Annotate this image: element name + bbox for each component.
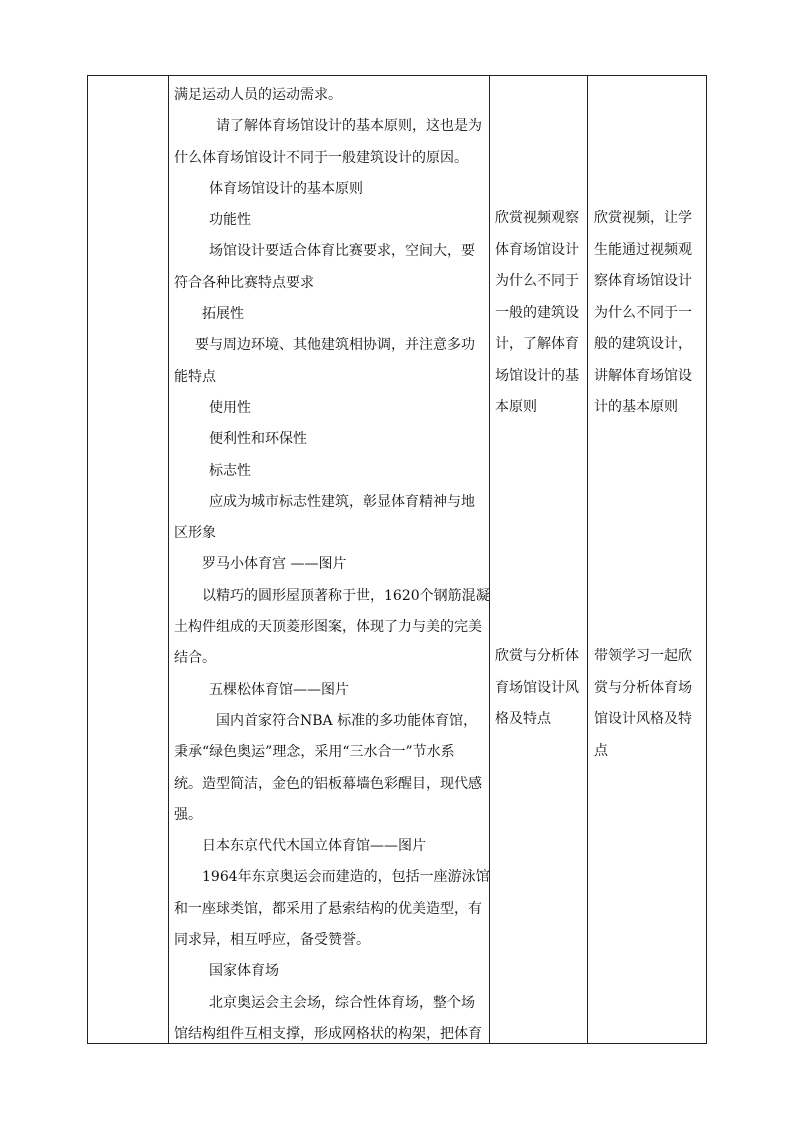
content-line: 以精巧的圆形屋顶著称于世，1620个钢筋混凝 bbox=[202, 587, 490, 604]
content-line: 应成为城市标志性建筑，彰显体育精神与地 bbox=[209, 493, 475, 510]
activity-line: 为什么不同于 bbox=[495, 273, 579, 289]
teaching-content-cell bbox=[174, 80, 492, 1050]
activity-line: 体育场馆设计 bbox=[495, 241, 579, 258]
activity-line: 计的基本原则 bbox=[594, 399, 678, 415]
activity-line: 般的建筑设计， bbox=[594, 336, 692, 352]
content-line: 土构件组成的天顶菱形图案，体现了力与美的完美 bbox=[174, 619, 482, 636]
activity-line: 欣赏视频，让学 bbox=[594, 210, 692, 226]
content-line: 国内首家符合NBA 标准的多功能体育馆， bbox=[216, 712, 478, 729]
teacher-activity-cell-2 bbox=[594, 641, 706, 767]
activity-line: 带领学习一起欣 bbox=[594, 648, 692, 664]
teacher-activity-cell-1 bbox=[594, 203, 706, 424]
content-line: 使用性 bbox=[209, 399, 251, 416]
content-line: 罗马小体育宫 ——图片 bbox=[202, 556, 347, 573]
content-line: 馆结构组件互相支撑，形成网格状的构架，把体育 bbox=[174, 1025, 482, 1042]
content-line: 请了解体育场馆设计的基本原则，这也是为 bbox=[216, 118, 482, 135]
column-divider bbox=[168, 76, 169, 1043]
activity-line: 欣赏视频观察 bbox=[495, 210, 579, 226]
activity-line: 育场馆设计风 bbox=[495, 679, 579, 696]
content-line: 强。 bbox=[174, 806, 202, 823]
activity-line: 场馆设计的基 bbox=[495, 367, 579, 384]
activity-line: 为什么不同于一 bbox=[594, 304, 692, 321]
content-line: 日本东京代代木国立体育馆——图片 bbox=[202, 838, 426, 855]
activity-line: 生能通过视频观 bbox=[594, 241, 692, 258]
activity-line: 计，了解体育 bbox=[495, 336, 579, 352]
content-line: 北京奥运会主会场，综合性体育场，整个场 bbox=[209, 994, 475, 1011]
content-line: 区形象 bbox=[174, 525, 216, 542]
content-line: 五棵松体育馆——图片 bbox=[209, 681, 349, 698]
activity-line: 讲解体育场馆设 bbox=[594, 367, 692, 384]
content-line: 能特点 bbox=[174, 368, 216, 385]
activity-line: 格及特点 bbox=[495, 711, 551, 727]
content-line: 结合。 bbox=[174, 650, 216, 667]
content-line: 标志性 bbox=[209, 462, 251, 479]
student-activity-cell-1 bbox=[495, 203, 587, 424]
content-line: 1964年东京奥运会而建造的，包括一座游泳馆 bbox=[202, 869, 490, 886]
content-line: 要与周边环境、其他建筑相协调，并注意多功 bbox=[195, 337, 475, 354]
content-line: 拓展性 bbox=[202, 306, 244, 323]
content-line: 和一座球类馆，都采用了悬索结构的优美造型，有 bbox=[174, 900, 482, 917]
activity-line: 赏与分析体育场 bbox=[594, 679, 692, 696]
content-line: 同求异，相互呼应，备受赞誉。 bbox=[174, 932, 370, 949]
column-divider bbox=[587, 76, 588, 1043]
student-activity-cell-2 bbox=[495, 641, 587, 736]
content-line: 秉承“绿色奥运”理念，采用“三水合一”节水系 bbox=[174, 744, 455, 761]
content-line: 满足运动人员的运动需求。 bbox=[174, 87, 342, 103]
lesson-plan-table bbox=[87, 75, 707, 1044]
activity-line: 察体育场馆设计 bbox=[594, 273, 692, 289]
content-line: 统。造型简洁，金色的铝板幕墙色彩醒目，现代感 bbox=[174, 775, 482, 792]
activity-line: 馆设计风格及特 bbox=[594, 711, 692, 727]
content-line: 国家体育场 bbox=[209, 963, 279, 980]
activity-line: 本原则 bbox=[495, 399, 537, 415]
content-line: 便利性和环保性 bbox=[209, 431, 307, 448]
activity-line: 点 bbox=[594, 742, 608, 759]
activity-line: 一般的建筑设 bbox=[495, 304, 579, 321]
content-line: 场馆设计要适合体育比赛要求，空间大，要 bbox=[209, 243, 475, 260]
content-line: 功能性 bbox=[209, 212, 251, 229]
content-line: 符合各种比赛特点要求 bbox=[174, 274, 314, 291]
content-line: 体育场馆设计的基本原则 bbox=[209, 180, 363, 197]
content-line: 什么体育场馆设计不同于一般建筑设计的原因。 bbox=[174, 149, 468, 166]
activity-line: 欣赏与分析体 bbox=[495, 648, 579, 664]
